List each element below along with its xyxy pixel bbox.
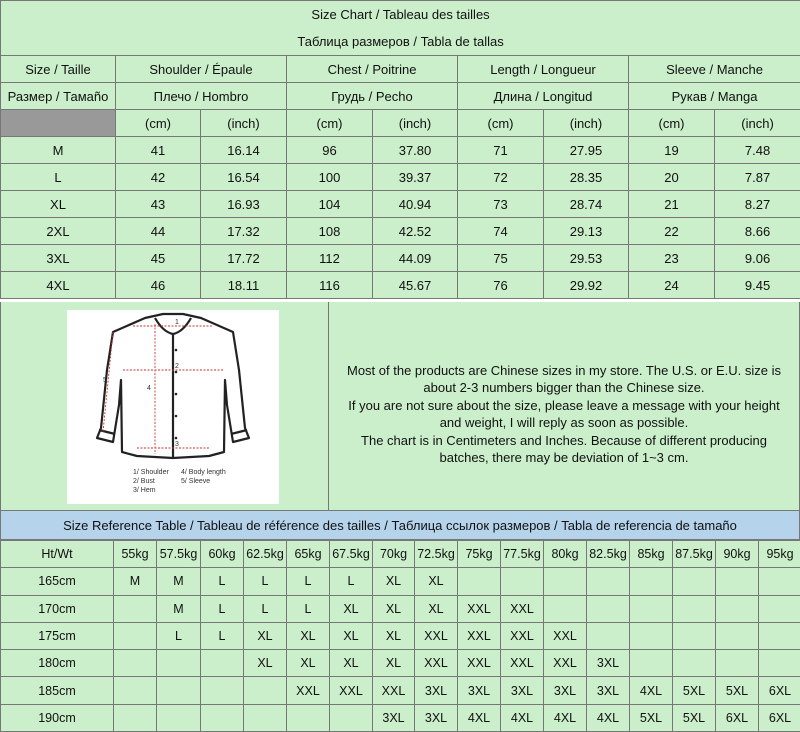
reference-size-cell	[759, 622, 800, 649]
measurement-cell: 23	[629, 245, 715, 272]
reference-size-cell: XL	[373, 595, 415, 622]
measurement-cell: 18.11	[201, 272, 287, 299]
reference-size-cell: 6XL	[759, 704, 800, 731]
reference-size-cell: XXL	[544, 650, 587, 677]
reference-size-cell: XXL	[501, 650, 544, 677]
reference-size-cell	[630, 650, 673, 677]
shirt-measurement-diagram	[67, 310, 279, 504]
weight-header-cell: 80kg	[544, 541, 587, 568]
reference-row	[1, 650, 800, 677]
size-row	[1, 218, 800, 245]
reference-size-cell	[458, 568, 501, 595]
reference-size-cell: XL	[373, 622, 415, 649]
size-note-line: about 2-3 numbers bigger than the Chinese size.	[347, 379, 781, 397]
measurement-cell: 21	[629, 191, 715, 218]
reference-size-cell: 5XL	[673, 677, 716, 704]
measurement-cell: 9.06	[715, 245, 800, 272]
reference-size-cell	[673, 622, 716, 649]
reference-size-cell: 4XL	[544, 704, 587, 731]
reference-size-cell	[630, 568, 673, 595]
size-reference-table	[0, 540, 800, 732]
unit-cm-cell: (cm)	[287, 110, 373, 137]
length-header-2: Длина / Longitud	[458, 83, 629, 110]
reference-size-cell: XL	[287, 622, 330, 649]
diagram-legend-shoulder: 1/ Shoulder	[133, 469, 169, 476]
size-row	[1, 164, 800, 191]
measurement-cell: 7.87	[715, 164, 800, 191]
weight-header-cell: 87.5kg	[673, 541, 716, 568]
reference-size-cell: XXL	[458, 622, 501, 649]
reference-size-cell	[244, 677, 287, 704]
reference-size-cell	[157, 704, 201, 731]
measurement-cell: 22	[629, 218, 715, 245]
measurement-cell: 39.37	[373, 164, 458, 191]
reference-row	[1, 704, 800, 731]
diagram-legend-hem: 3/ Hem	[133, 487, 156, 494]
diagram-number-2: 2	[175, 363, 179, 370]
measurement-cell: 24	[629, 272, 715, 299]
measurement-cell: 8.66	[715, 218, 800, 245]
reference-size-cell: XL	[244, 622, 287, 649]
size-row	[1, 137, 800, 164]
ht-wt-corner-cell: Ht/Wt	[1, 541, 114, 568]
reference-size-cell	[287, 704, 330, 731]
reference-size-cell: XXL	[501, 595, 544, 622]
weight-header-cell: 65kg	[287, 541, 330, 568]
measurement-cell: 28.35	[544, 164, 629, 191]
reference-size-cell	[201, 704, 244, 731]
chest-header-2: Грудь / Pecho	[287, 83, 458, 110]
diagram-legend-length: 4/ Body length	[181, 469, 226, 476]
reference-size-cell: M	[114, 568, 157, 595]
unit-cm-cell: (cm)	[629, 110, 715, 137]
size-row	[1, 245, 800, 272]
diagram-number-4: 4	[147, 385, 151, 392]
measurement-cell: 7.48	[715, 137, 800, 164]
measurement-cell: 43	[116, 191, 201, 218]
reference-size-cell	[587, 622, 630, 649]
reference-size-cell	[716, 595, 759, 622]
reference-size-cell: L	[201, 622, 244, 649]
reference-size-cell: L	[244, 568, 287, 595]
reference-size-cell	[114, 622, 157, 649]
size-label-cell: M	[1, 137, 116, 164]
size-note-line: The chart is in Centimeters and Inches. Because of different producing	[347, 432, 781, 450]
unit-inch-cell: (inch)	[715, 110, 800, 137]
size-header-1: Size / Taille	[1, 56, 116, 83]
measurement-cell: 40.94	[373, 191, 458, 218]
reference-size-cell: 3XL	[458, 677, 501, 704]
measurement-cell: 17.32	[201, 218, 287, 245]
weight-header-cell: 85kg	[630, 541, 673, 568]
left-cuff	[99, 430, 115, 434]
diagram-legend-bust: 2/ Bust	[133, 478, 155, 485]
height-cell: 175cm	[1, 622, 114, 649]
size-label-cell: 2XL	[1, 218, 116, 245]
weight-header-cell: 95kg	[759, 541, 800, 568]
reference-size-cell: 6XL	[759, 677, 800, 704]
reference-size-cell	[114, 677, 157, 704]
reference-size-cell	[201, 677, 244, 704]
diagram-number-1: 1	[175, 319, 179, 326]
height-cell: 180cm	[1, 650, 114, 677]
reference-size-cell: XXL	[287, 677, 330, 704]
info-section	[0, 302, 800, 510]
reference-size-cell	[501, 568, 544, 595]
reference-size-cell	[544, 595, 587, 622]
reference-size-cell: L	[244, 595, 287, 622]
reference-row	[1, 568, 800, 595]
reference-size-cell: L	[287, 568, 330, 595]
reference-size-cell: XXL	[544, 622, 587, 649]
reference-size-cell	[716, 622, 759, 649]
measurement-cell: 45.67	[373, 272, 458, 299]
unit-cm-cell: (cm)	[458, 110, 544, 137]
reference-size-cell: XL	[287, 650, 330, 677]
measurement-cell: 46	[116, 272, 201, 299]
measurement-cell: 19	[629, 137, 715, 164]
reference-size-cell: 3XL	[544, 677, 587, 704]
reference-size-cell: XL	[330, 622, 373, 649]
measurement-cell: 42.52	[373, 218, 458, 245]
weight-header-cell: 70kg	[373, 541, 415, 568]
sleeve-header-1: Sleeve / Manche	[629, 56, 800, 83]
unit-inch-cell: (inch)	[201, 110, 287, 137]
measurement-cell: 37.80	[373, 137, 458, 164]
measurement-cell: 45	[116, 245, 201, 272]
measurement-cell: 9.45	[715, 272, 800, 299]
reference-size-cell: 4XL	[501, 704, 544, 731]
diagram-legend-sleeve: 5/ Sleeve	[181, 478, 210, 485]
height-cell: 165cm	[1, 568, 114, 595]
height-cell: 170cm	[1, 595, 114, 622]
reference-size-cell: M	[157, 568, 201, 595]
measurement-cell: 44	[116, 218, 201, 245]
measurement-cell: 28.74	[544, 191, 629, 218]
size-label-cell: 4XL	[1, 272, 116, 299]
reference-size-cell: L	[287, 595, 330, 622]
reference-size-cell	[673, 650, 716, 677]
reference-size-cell	[587, 568, 630, 595]
measurement-cell: 108	[287, 218, 373, 245]
reference-size-cell	[673, 595, 716, 622]
weight-header-cell: 90kg	[716, 541, 759, 568]
reference-size-cell: 5XL	[716, 677, 759, 704]
measurement-cell: 75	[458, 245, 544, 272]
reference-size-cell: 3XL	[587, 650, 630, 677]
reference-size-cell	[759, 650, 800, 677]
reference-row	[1, 677, 800, 704]
reference-size-cell: 3XL	[587, 677, 630, 704]
measurement-cell: 96	[287, 137, 373, 164]
reference-size-cell	[157, 650, 201, 677]
weight-header-cell: 82.5kg	[587, 541, 630, 568]
weight-header-cell: 67.5kg	[330, 541, 373, 568]
reference-size-cell: L	[201, 595, 244, 622]
size-label-cell: L	[1, 164, 116, 191]
reference-size-cell: M	[157, 595, 201, 622]
reference-size-cell	[630, 595, 673, 622]
reference-size-cell: L	[201, 568, 244, 595]
reference-size-cell: XL	[415, 595, 458, 622]
weight-header-cell: 57.5kg	[157, 541, 201, 568]
reference-size-cell	[114, 650, 157, 677]
measurement-cell: 16.14	[201, 137, 287, 164]
reference-size-cell: XL	[330, 595, 373, 622]
measurement-cell: 16.93	[201, 191, 287, 218]
measurement-cell: 71	[458, 137, 544, 164]
reference-size-cell: L	[157, 622, 201, 649]
measurement-cell: 76	[458, 272, 544, 299]
measurement-cell: 16.54	[201, 164, 287, 191]
measurement-cell: 42	[116, 164, 201, 191]
measurement-cell: 100	[287, 164, 373, 191]
reference-size-cell: XL	[330, 650, 373, 677]
reference-size-cell: 3XL	[415, 704, 458, 731]
reference-size-cell: XXL	[458, 595, 501, 622]
measurement-cell: 72	[458, 164, 544, 191]
length-header-1: Length / Longueur	[458, 56, 629, 83]
size-row	[1, 272, 800, 299]
height-cell: 185cm	[1, 677, 114, 704]
unit-inch-cell: (inch)	[544, 110, 629, 137]
reference-size-cell: 4XL	[630, 677, 673, 704]
weight-header-cell: 77.5kg	[501, 541, 544, 568]
diagram-panel	[1, 302, 329, 510]
reference-size-cell	[759, 568, 800, 595]
weight-header-cell: 60kg	[201, 541, 244, 568]
reference-header-row	[1, 541, 800, 568]
unit-cm-cell: (cm)	[116, 110, 201, 137]
size-note-line: Most of the products are Chinese sizes in my store. The U.S. or E.U. size is	[347, 362, 781, 380]
measurement-cell: 41	[116, 137, 201, 164]
size-note-line: If you are not sure about the size, please leave a message with your height	[347, 397, 781, 415]
reference-size-cell: XXL	[415, 622, 458, 649]
reference-size-cell: 3XL	[415, 677, 458, 704]
measurement-cell: 104	[287, 191, 373, 218]
shoulder-header-1: Shoulder / Épaule	[116, 56, 287, 83]
reference-size-cell: XXL	[330, 677, 373, 704]
right-cuff	[231, 430, 247, 434]
reference-size-cell: XL	[415, 568, 458, 595]
reference-size-cell: XXL	[501, 622, 544, 649]
measurement-cell: 17.72	[201, 245, 287, 272]
size-chart-title: Size Chart / Tableau des tailles	[1, 1, 800, 29]
reference-size-cell: 3XL	[373, 704, 415, 731]
reference-size-cell	[630, 622, 673, 649]
measurement-cell: 74	[458, 218, 544, 245]
reference-size-cell	[673, 568, 716, 595]
reference-size-cell	[157, 677, 201, 704]
diagram-number-3: 3	[175, 441, 179, 448]
size-header-2: Размер / Тамаño	[1, 83, 116, 110]
reference-size-cell: 4XL	[458, 704, 501, 731]
measurement-cell: 44.09	[373, 245, 458, 272]
chest-header-1: Chest / Poitrine	[287, 56, 458, 83]
reference-table-title: Size Reference Table / Tableau de référence des tailles / Таблица ссылок размеров / Tabla de referencia de tamaño	[0, 510, 800, 540]
measurement-cell: 116	[287, 272, 373, 299]
measurement-cell: 27.95	[544, 137, 629, 164]
measurement-cell: 20	[629, 164, 715, 191]
reference-size-cell	[716, 650, 759, 677]
reference-row	[1, 595, 800, 622]
measurement-cell: 112	[287, 245, 373, 272]
size-chart-table	[0, 0, 800, 299]
weight-header-cell: 55kg	[114, 541, 157, 568]
weight-header-cell: 72.5kg	[415, 541, 458, 568]
reference-size-cell: XXL	[458, 650, 501, 677]
shoulder-header-2: Плечо / Hombro	[116, 83, 287, 110]
measurement-cell: 29.92	[544, 272, 629, 299]
reference-size-cell	[759, 595, 800, 622]
reference-size-cell	[544, 568, 587, 595]
unit-corner-cell	[1, 110, 116, 137]
reference-size-cell: 5XL	[673, 704, 716, 731]
size-chart-subtitle: Таблица размеров / Tabla de tallas	[1, 28, 800, 56]
reference-size-cell	[114, 595, 157, 622]
reference-size-cell	[330, 704, 373, 731]
reference-size-cell: 6XL	[716, 704, 759, 731]
reference-size-cell: XXL	[415, 650, 458, 677]
reference-row	[1, 622, 800, 649]
size-note-line: batches, there may be deviation of 1~3 cm.	[347, 449, 781, 467]
reference-size-cell: XL	[244, 650, 287, 677]
reference-size-cell: 5XL	[630, 704, 673, 731]
measurement-cell: 29.13	[544, 218, 629, 245]
reference-size-cell: XL	[373, 568, 415, 595]
reference-size-cell	[244, 704, 287, 731]
size-note-line: and weight, I will reply as soon as possible.	[347, 414, 781, 432]
height-cell: 190cm	[1, 704, 114, 731]
sleeve-header-2: Рукав / Manga	[629, 83, 800, 110]
measurement-cell: 29.53	[544, 245, 629, 272]
size-row	[1, 191, 800, 218]
weight-header-cell: 62.5kg	[244, 541, 287, 568]
reference-size-cell: 4XL	[587, 704, 630, 731]
reference-size-cell: XL	[373, 650, 415, 677]
size-label-cell: XL	[1, 191, 116, 218]
measurement-cell: 8.27	[715, 191, 800, 218]
reference-size-cell	[114, 704, 157, 731]
measurement-cell: 73	[458, 191, 544, 218]
diagram-number-5: 5	[103, 377, 107, 384]
reference-size-cell	[587, 595, 630, 622]
unit-inch-cell: (inch)	[373, 110, 458, 137]
reference-size-cell	[201, 650, 244, 677]
weight-header-cell: 75kg	[458, 541, 501, 568]
size-note	[329, 302, 799, 510]
reference-size-cell: XXL	[373, 677, 415, 704]
reference-size-cell: L	[330, 568, 373, 595]
reference-size-cell	[716, 568, 759, 595]
size-label-cell: 3XL	[1, 245, 116, 272]
reference-size-cell: 3XL	[501, 677, 544, 704]
